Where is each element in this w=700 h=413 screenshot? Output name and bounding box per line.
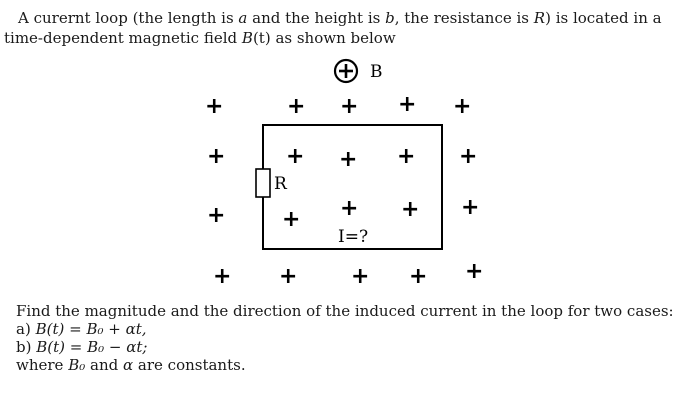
case-a-formula: B(t) = B₀ + αt, [35, 320, 147, 338]
problem-intro: A curernt loop (the length is a and the height is b, the resistance is R) is located in a time-dependent magnetic field B(t) as shown below [4, 9, 662, 47]
field-label: B [370, 62, 383, 82]
field-marker: + [351, 264, 370, 289]
field-marker: + [207, 203, 226, 228]
field-marker: + [398, 92, 417, 117]
problem-task [16, 302, 696, 374]
field-marker: + [401, 197, 420, 222]
case-a: a) B(t) = B₀ + αt, [16, 320, 147, 338]
current-label: I=? [338, 227, 369, 247]
resistor [256, 169, 270, 197]
field-marker: + [465, 259, 484, 284]
field-marker: + [213, 264, 232, 289]
field-marker: + [453, 94, 472, 119]
field-marker: + [397, 144, 416, 169]
field-marker: + [287, 94, 306, 119]
field-marker: + [205, 94, 224, 119]
question-text: Find the magnitude and the direction of the induced current in the loop for two cases: [16, 302, 674, 320]
case-b-formula: B(t) = B₀ − αt; [36, 338, 148, 356]
field-direction-icon [335, 60, 357, 82]
where-clause: where B₀ and α are constants. [16, 356, 246, 374]
field-marker: + [286, 144, 305, 169]
field-marker: + [340, 94, 359, 119]
field-marker: + [279, 264, 298, 289]
field-marker: + [207, 144, 226, 169]
field-marker: + [340, 196, 359, 221]
resistor-label: R [274, 174, 287, 194]
field-marker: + [461, 195, 480, 220]
field-marker: + [459, 144, 478, 169]
field-marker: + [282, 207, 301, 232]
field-marker: + [409, 264, 428, 289]
field-marker: + [339, 147, 358, 172]
case-b: b) B(t) = B₀ − αt; [16, 338, 148, 356]
